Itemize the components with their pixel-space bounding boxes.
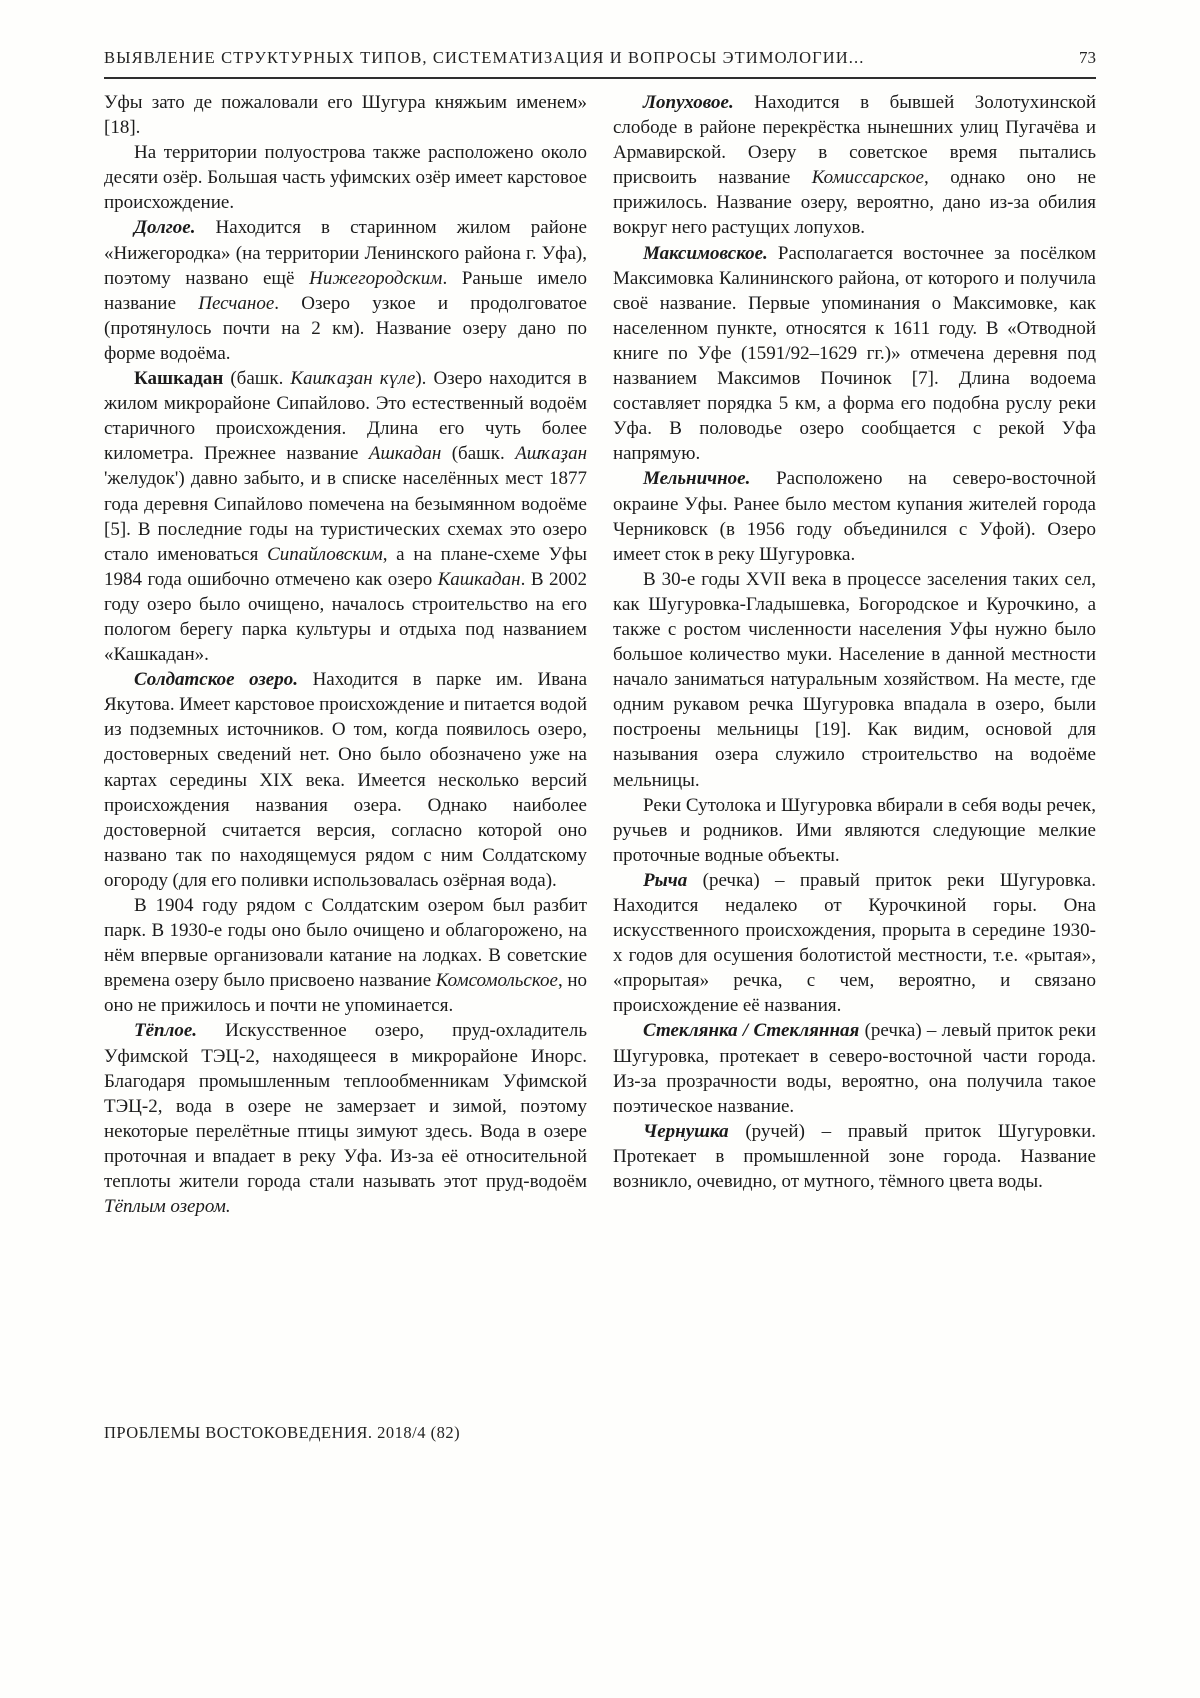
paragraph [104, 1018, 587, 1219]
text-run: В 30-е годы XVII века в процессе заселения таких сел, как Шугуровка-Гладышевка, Богородское и Курочкино, а также с ростом численности населения Уфы нужно было большое количество муки. Население в данной местности начало заниматься натуральным хозяйством. На месте, где одним рукавом речка Шугуровка впадала в озеро, были построены мельницы [19]. Как видим, основой для называния озера служило строительство на водоёме мельницы. [613, 568, 1096, 791]
paragraph [613, 466, 1096, 566]
paragraph [613, 241, 1096, 467]
text-run: , но оно не прижилось и почти не упоминается. [104, 970, 588, 1017]
text-run: , а на плане-схеме Уфы 1984 года ошибочно отмечено как озеро [104, 543, 587, 590]
text-run: Долгое. [134, 217, 196, 239]
text-run: Кашҡаҙан күле [290, 368, 416, 390]
paragraph [613, 1018, 1096, 1118]
text-run: . В 2002 году озеро было очищено, началось строительство на его пологом берегу парка культуры и отдыха под названием «Кашкадан». [104, 568, 587, 666]
paragraph [613, 868, 1096, 1019]
text-run: Кашкадан [134, 368, 224, 390]
text-run: Тёплым озером. [104, 1196, 231, 1218]
text-run: Находится в парке им. Ивана Якутова. Имеет карстовое происхождение и питается водой из подземных источников. О том, когда появилось озеро, достоверных сведений нет. Оно было обозначено уже на картах середины XIX века. Имеется несколько версий происхождения названия озера. Однако наиболее достоверной считается версия, согласно которой оно названо так по находящемуся рядом с ним Солдатскому огороду (для его поливки использовалась озёрная вода). [104, 669, 587, 891]
text-run: В 1904 году рядом с Солдатским озером был разбит парк. В 1930-е годы оно было очищено и облагорожено, на нём впервые организовали катание на лодках. В советские времена озеру было присвоено название [104, 895, 587, 992]
text-run: 'желудок') давно забыто, и в списке населённых мест 1877 года деревня Сипайлово помечена на безымянном водоёме [5]. В последние годы на туристических схемах это озеро стало именоваться [104, 468, 587, 565]
text-run: Ашҡаҙан [515, 443, 587, 465]
paragraph [613, 793, 1096, 868]
text-run: Песчаное [198, 292, 275, 314]
text-run: Расположено на северо-восточной окраине Уфы. Ранее было местом купания жителей города Черниковск (в 1956 году объединился с Уфой). Озеро имеет сток в реку Шугуровка. [613, 468, 1096, 565]
text-run: Ашкадан [368, 443, 442, 465]
paragraph [104, 366, 587, 667]
text-run: . Раньше имело название [104, 267, 587, 314]
text-run: Чернушка [643, 1120, 729, 1142]
text-run: Находится в бывшей Золотухинской слободе в районе перекрёстка нынешних улиц Пугачёва и Армавирской. Озеру в советское время пытались присвоить название [613, 92, 1096, 189]
paragraph [613, 90, 1096, 241]
page-footer [104, 1423, 460, 1443]
text-run: (речка) – правый приток реки Шугуровка. Находится недалеко от Курочкиной горы. Она искусственного происхождения, прорыта в середине 1930-х годов для осушения болотистой местности, т.е. «рытая», «прорытая» речка, с чем, вероятно, и связано происхождение её названия. [613, 869, 1096, 1017]
text-run: , однако оно не прижилось. Название озеру, вероятно, дано из-за обилия вокруг него растущих лопухов. [613, 167, 1096, 239]
text-run: Тёплое. [134, 1020, 198, 1042]
paragraph [613, 1119, 1096, 1194]
paragraph [104, 140, 587, 215]
text-run: (речка) – левый приток реки Шугуровка, протекает в северо-восточной части города. Из-за прозрачности воды, вероятно, она получила такое поэтическое название. [613, 1020, 1097, 1117]
text-columns [104, 90, 1096, 1219]
paragraph [104, 893, 587, 1018]
text-run: (башк. [223, 368, 291, 390]
text-run: (башк. [441, 443, 516, 465]
text-run: Стеклянка / Стеклянная [643, 1020, 860, 1042]
text-run: Нижегородским [309, 267, 443, 289]
text-run: Рыча [643, 869, 688, 891]
left-column [104, 90, 587, 1219]
text-run: Сипайловским [267, 543, 383, 565]
text-run: Мельничное. [643, 468, 751, 490]
page-header [104, 48, 1096, 79]
text-run: На территории полуострова также расположено около десяти озёр. Большая часть уфимских озёр имеет карстовое происхождение. [104, 142, 587, 214]
text-run: . Озеро узкое и продолговатое (протянулось почти на 2 км). Название озеру дано по форме водоёма. [104, 292, 587, 364]
text-run: Искусственное озеро, пруд-охладитель Уфимской ТЭЦ-2, находящееся в микрорайоне Инорс. Благодаря промышленным теплообменникам Уфимской ТЭЦ-2, вода в озере не замерзает и зимой, поэтому некоторые перелётные птицы зимуют здесь. Вода в озере проточная и впадает в реку Уфа. Из-за её относительной теплоты жители города стали называть этот пруд-водоём [104, 1020, 587, 1193]
text-run: Реки Сутолока и Шугуровка вбирали в себя воды речек, ручьев и родников. Ими являются следующие мелкие проточные водные объекты. [613, 794, 1096, 866]
text-run: (ручей) – правый приток Шугуровки. Протекает в промышленной зоне города. Название возникло, очевидно, от мутного, тёмного цвета воды. [613, 1120, 1096, 1193]
paragraph [104, 215, 587, 366]
text-run: Уфы зато де пожаловали его Шугура княжьим именем» [18]. [104, 92, 587, 139]
text-run: Комсомольское [435, 970, 558, 992]
text-run: ). Озеро находится в жилом микрорайоне Сипайлово. Это естественный водоём старичного происхождения. Длина его чуть более километра. Прежнее название [104, 368, 588, 465]
journal-info: ПРОБЛЕМЫ ВОСТОКОВЕДЕНИЯ. 2018/4 (82) [104, 1423, 461, 1442]
text-run: Комиссарское [811, 167, 924, 189]
text-run: Находится в старинном жилом районе «Нижегородка» (на территории Ленинского района г. Уфа), поэтому названо ещё [104, 217, 587, 289]
paragraph [104, 90, 587, 140]
right-column [613, 90, 1096, 1219]
paragraph [613, 567, 1096, 793]
text-run: Располагается восточнее за посёлком Максимовка Калининского района, от которого и получила своё название. Первые упоминания о Максимовке, как населенном пункте, относятся к 1611 году. В «Отводной книге по Уфе (1591/92–1629 гг.)» отмечена деревня под названием Максимов Починок [7]. Длина водоема составляет порядка 5 км, а форма его подобна руслу реки Уфа. В половодье озеро сообщается с рекой Уфа напрямую. [613, 242, 1096, 465]
page-number: 73 [1079, 48, 1096, 67]
text-run: Максимовское. [643, 242, 768, 264]
text-run: Кашкадан [437, 568, 521, 590]
text-run: Солдатское озеро. [134, 669, 298, 691]
text-run: Лопуховое. [643, 92, 734, 113]
running-title: ВЫЯВЛЕНИЕ СТРУКТУРНЫХ ТИПОВ, СИСТЕМАТИЗАЦИЯ И ВОПРОСЫ ЭТИМОЛОГИИ... [104, 48, 865, 67]
paragraph [104, 667, 587, 893]
